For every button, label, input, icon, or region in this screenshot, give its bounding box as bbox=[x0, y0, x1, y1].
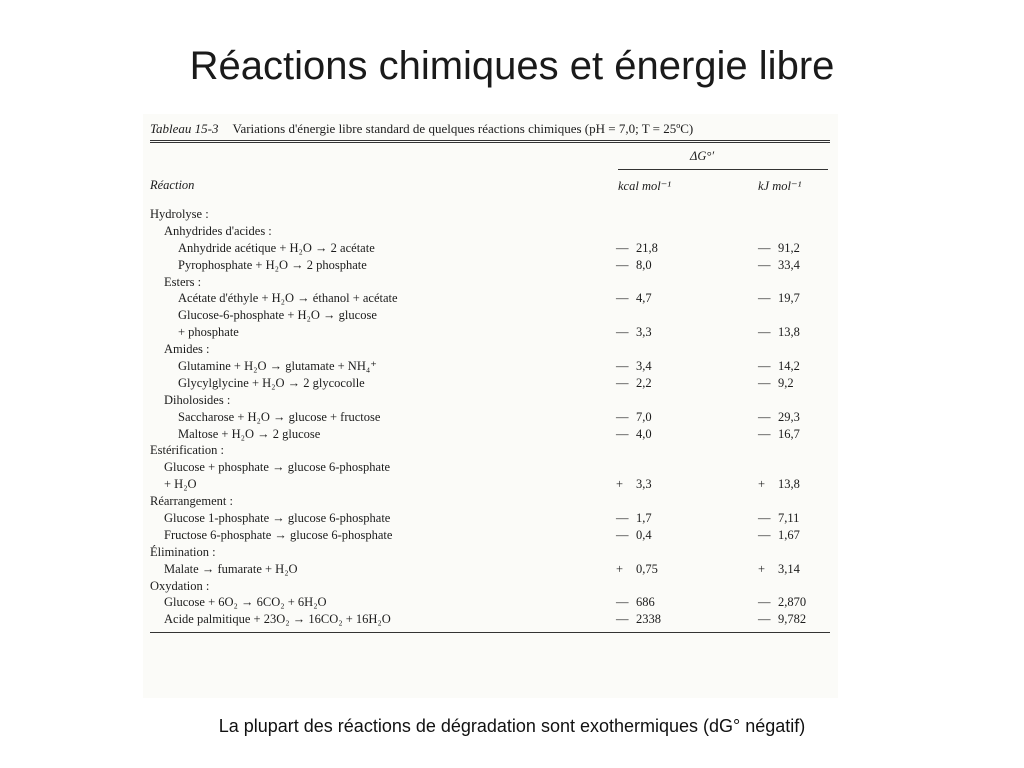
kj-value: 7,11 bbox=[778, 511, 800, 526]
reaction-label: Réarrangement : bbox=[150, 494, 233, 509]
kj-value: 14,2 bbox=[778, 359, 800, 374]
kj-value: 13,8 bbox=[778, 477, 800, 492]
kcal-sign: — bbox=[616, 257, 629, 272]
kj-sign: — bbox=[758, 291, 771, 306]
kcal-sign: — bbox=[616, 325, 629, 340]
kj-sign: — bbox=[758, 257, 771, 272]
kj-sign: — bbox=[758, 359, 771, 374]
bottom-rule bbox=[150, 632, 830, 633]
kcal-sign: — bbox=[616, 291, 629, 306]
kcal-sign: + bbox=[616, 561, 624, 576]
kcal-value: 0,4 bbox=[636, 527, 652, 542]
table-row bbox=[150, 527, 830, 544]
reaction-label: Glucose + 6O₂ → 6CO₂ + 6H₂O bbox=[164, 595, 327, 610]
table-row bbox=[150, 459, 830, 476]
kcal-value: 3,4 bbox=[636, 359, 652, 374]
kcal-value: 3,3 bbox=[636, 477, 652, 492]
kj-sign: — bbox=[758, 409, 771, 424]
reaction-label: Amides : bbox=[164, 342, 210, 357]
kcal-sign: + bbox=[616, 477, 624, 492]
table-body bbox=[150, 206, 830, 628]
column-headers bbox=[150, 170, 830, 206]
kj-value: 9,782 bbox=[778, 612, 807, 627]
table-row bbox=[150, 290, 830, 307]
table-row bbox=[150, 493, 830, 510]
reaction-label: + phosphate bbox=[178, 325, 239, 340]
table-row bbox=[150, 206, 830, 223]
reaction-label: Malate → fumarate + H₂O bbox=[164, 561, 298, 576]
kcal-value: 2,2 bbox=[636, 375, 652, 390]
kj-sign: + bbox=[758, 561, 766, 576]
kj-value: 91,2 bbox=[778, 240, 800, 255]
table-row bbox=[150, 476, 830, 493]
reaction-label: Estérification : bbox=[150, 443, 224, 458]
kcal-sign: — bbox=[616, 426, 629, 441]
reaction-label: Diholosides : bbox=[164, 392, 231, 407]
table-row bbox=[150, 426, 830, 443]
kcal-value: 4,0 bbox=[636, 426, 652, 441]
kj-sign: — bbox=[758, 375, 771, 390]
reaction-label: Fructose 6-phosphate → glucose 6-phosphate bbox=[164, 527, 393, 542]
reaction-label: + H₂O bbox=[164, 477, 197, 492]
kcal-value: 2338 bbox=[636, 612, 661, 627]
table-row bbox=[150, 611, 830, 628]
table-row bbox=[150, 240, 830, 257]
reaction-label: Anhydride acétique + H₂O → 2 acétate bbox=[178, 240, 375, 255]
kj-value: 2,870 bbox=[778, 595, 807, 610]
table-row bbox=[150, 257, 830, 274]
reaction-label: Glutamine + H₂O → glutamate + NH₄⁺ bbox=[178, 359, 377, 374]
table-row bbox=[150, 561, 830, 578]
reaction-label: Acétate d'éthyle + H₂O → éthanol + acétate bbox=[178, 291, 398, 306]
kj-value: 9,2 bbox=[778, 375, 794, 390]
kj-value: 16,7 bbox=[778, 426, 800, 441]
table-caption-number: Tableau 15-3 bbox=[150, 121, 219, 136]
kj-value: 29,3 bbox=[778, 409, 800, 424]
kj-value: 33,4 bbox=[778, 257, 800, 272]
kj-sign: — bbox=[758, 325, 771, 340]
table-row bbox=[150, 544, 830, 561]
table-row bbox=[150, 307, 830, 324]
kcal-sign: — bbox=[616, 612, 629, 627]
kcal-value: 7,0 bbox=[636, 409, 652, 424]
table-row bbox=[150, 341, 830, 358]
kcal-sign: — bbox=[616, 511, 629, 526]
table-caption bbox=[150, 118, 830, 140]
kcal-value: 21,8 bbox=[636, 240, 658, 255]
kcal-sign: — bbox=[616, 375, 629, 390]
reaction-label: Acide palmitique + 23O₂ → 16CO₂ + 16H₂O bbox=[164, 612, 391, 627]
kcal-value: 4,7 bbox=[636, 291, 652, 306]
column-header-reaction: Réaction bbox=[150, 178, 195, 192]
reaction-label: Hydrolyse : bbox=[150, 207, 209, 221]
kj-sign: — bbox=[758, 426, 771, 441]
reaction-label: Glucose-6-phosphate + H₂O → glucose bbox=[178, 308, 377, 323]
kj-sign: — bbox=[758, 511, 771, 526]
kcal-value: 686 bbox=[636, 595, 655, 610]
reaction-label: Pyrophosphate + H₂O → 2 phosphate bbox=[178, 257, 367, 272]
kcal-sign: — bbox=[616, 409, 629, 424]
kcal-sign: — bbox=[616, 527, 629, 542]
free-energy-table bbox=[150, 118, 830, 633]
reaction-label: Oxydation : bbox=[150, 578, 210, 593]
kj-value: 1,67 bbox=[778, 527, 800, 542]
kcal-value: 0,75 bbox=[636, 561, 658, 576]
reaction-label: Glucose + phosphate → glucose 6-phosphate bbox=[164, 460, 391, 475]
kj-sign: — bbox=[758, 612, 771, 627]
kj-value: 3,14 bbox=[778, 561, 800, 576]
column-header-kcal: kcal mol⁻¹ bbox=[618, 179, 672, 193]
kcal-sign: — bbox=[616, 595, 629, 610]
table-row bbox=[150, 392, 830, 409]
reaction-label: Maltose + H₂O → 2 glucose bbox=[178, 426, 321, 441]
reaction-label: Esters : bbox=[164, 274, 202, 289]
kj-value: 13,8 bbox=[778, 325, 800, 340]
reaction-label: Élimination : bbox=[150, 544, 216, 559]
table-row bbox=[150, 442, 830, 459]
table-row bbox=[150, 375, 830, 392]
reaction-label: Glycylglycine + H₂O → 2 glycocolle bbox=[178, 375, 365, 390]
delta-g-label: ΔG°′ bbox=[690, 149, 715, 163]
table-row bbox=[150, 409, 830, 426]
slide-title: Réactions chimiques et énergie libre bbox=[189, 44, 835, 88]
kj-sign: — bbox=[758, 595, 771, 610]
kcal-value: 8,0 bbox=[636, 257, 652, 272]
table-row bbox=[150, 358, 830, 375]
table-row bbox=[150, 324, 830, 341]
reaction-label: Saccharose + H₂O → glucose + fructose bbox=[178, 409, 381, 424]
table-row bbox=[150, 223, 830, 240]
kj-sign: + bbox=[758, 477, 766, 492]
kcal-sign: — bbox=[616, 359, 629, 374]
reaction-label: Glucose 1-phosphate → glucose 6-phosphate bbox=[164, 511, 391, 526]
slide-footer-note: La plupart des réactions de dégradation sont exothermiques (dG° négatif) bbox=[218, 716, 806, 736]
kj-sign: — bbox=[758, 527, 771, 542]
kcal-value: 1,7 bbox=[636, 511, 652, 526]
kcal-sign: — bbox=[616, 240, 629, 255]
table-row bbox=[150, 510, 830, 527]
table-row bbox=[150, 274, 830, 291]
kcal-value: 3,3 bbox=[636, 325, 652, 340]
kj-sign: — bbox=[758, 240, 771, 255]
kj-value: 19,7 bbox=[778, 291, 800, 306]
column-header-kj: kJ mol⁻¹ bbox=[758, 179, 802, 193]
delta-g-header bbox=[150, 143, 830, 169]
table-caption-text: Variations d'énergie libre standard de quelques réactions chimiques (pH = 7,0; T = 25ºC) bbox=[232, 121, 694, 136]
reaction-label: Anhydrides d'acides : bbox=[164, 223, 272, 238]
table-row bbox=[150, 578, 830, 595]
table-row bbox=[150, 594, 830, 611]
